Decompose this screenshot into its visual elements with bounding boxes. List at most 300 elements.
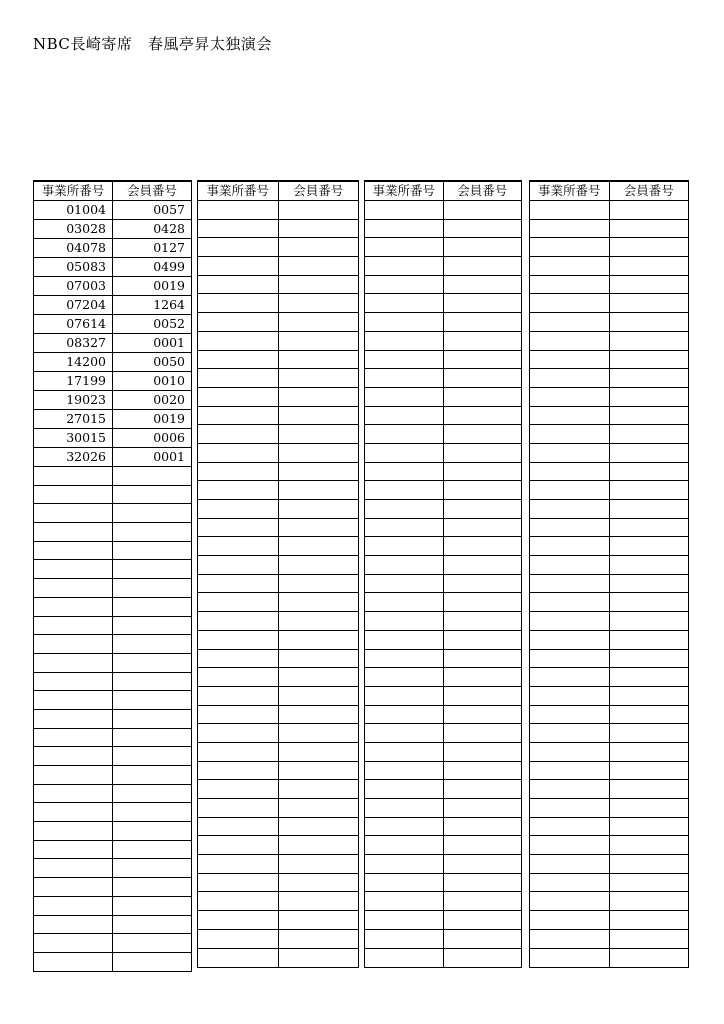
member-number-cell	[278, 425, 358, 444]
member-number-cell	[609, 630, 688, 649]
member-number-cell	[278, 275, 358, 294]
table-row	[198, 462, 358, 481]
member-number-cell	[609, 705, 688, 724]
table-row	[34, 878, 191, 897]
table-row	[530, 817, 688, 836]
table-row	[365, 705, 521, 724]
office-number-cell	[365, 462, 443, 481]
table-row	[34, 579, 191, 598]
office-number-cell	[365, 911, 443, 930]
office-number-cell	[530, 705, 609, 724]
office-number-cell	[34, 560, 113, 579]
office-number-cell	[365, 948, 443, 967]
table-row	[365, 537, 521, 556]
member-number-cell	[443, 481, 521, 500]
table-row	[34, 448, 191, 467]
member-number-cell	[609, 294, 688, 313]
member-table-block-2	[197, 180, 359, 968]
office-number-cell	[365, 425, 443, 444]
office-number-cell	[365, 817, 443, 836]
office-number-cell	[530, 574, 609, 593]
table-row	[198, 238, 358, 257]
office-number-cell	[530, 537, 609, 556]
member-number-cell	[113, 523, 192, 542]
member-number-cell	[443, 350, 521, 369]
member-table	[34, 181, 191, 971]
office-number-cell	[365, 855, 443, 874]
member-number-cell	[113, 934, 192, 953]
office-number-cell	[198, 929, 278, 948]
table-row	[530, 929, 688, 948]
office-number-cell	[365, 705, 443, 724]
table-row	[198, 855, 358, 874]
table-row	[365, 630, 521, 649]
member-number-cell	[609, 369, 688, 388]
table-row	[34, 952, 191, 971]
member-number-cell	[113, 766, 192, 785]
member-number-cell	[278, 331, 358, 350]
table-row	[34, 822, 191, 841]
table-row	[34, 201, 191, 220]
member-number-cell	[443, 929, 521, 948]
office-number-cell	[530, 630, 609, 649]
table-row	[34, 672, 191, 691]
table-row	[530, 201, 688, 220]
table-row	[198, 201, 358, 220]
table-row	[198, 630, 358, 649]
office-number-cell	[365, 481, 443, 500]
member-number-cell	[278, 911, 358, 930]
table-row	[198, 817, 358, 836]
member-number-cell	[113, 822, 192, 841]
member-number-cell	[609, 443, 688, 462]
office-number-cell	[365, 892, 443, 911]
table-row	[34, 896, 191, 915]
member-number-cell	[609, 556, 688, 575]
document-title: NBC長崎寄席 春風亭昇太独演会	[33, 35, 272, 53]
member-number-cell	[609, 257, 688, 276]
table-row	[365, 369, 521, 388]
member-number-cell: 0006	[113, 429, 192, 448]
table-row	[530, 331, 688, 350]
member-number-cell	[609, 668, 688, 687]
member-number-cell	[113, 784, 192, 803]
office-number-cell	[365, 387, 443, 406]
table-row	[34, 467, 191, 486]
table-row	[530, 443, 688, 462]
member-number-cell	[113, 504, 192, 523]
member-number-cell: 0499	[113, 258, 192, 277]
table-row	[34, 485, 191, 504]
table-row	[34, 541, 191, 560]
table-row	[34, 597, 191, 616]
table-row	[34, 709, 191, 728]
table-row	[34, 803, 191, 822]
member-number-cell	[609, 574, 688, 593]
table-row	[34, 766, 191, 785]
table-row	[198, 705, 358, 724]
member-number-cell	[278, 612, 358, 631]
member-number-cell	[609, 425, 688, 444]
table-row	[365, 836, 521, 855]
office-number-cell	[530, 742, 609, 761]
member-number-cell	[609, 761, 688, 780]
office-number-cell	[34, 766, 113, 785]
member-number-cell	[278, 630, 358, 649]
office-number-cell: 07003	[34, 277, 113, 296]
table-row	[365, 556, 521, 575]
member-number-header: 会員番号	[278, 182, 358, 201]
office-number-cell	[34, 803, 113, 822]
office-number-cell	[530, 724, 609, 743]
office-number-cell	[198, 855, 278, 874]
office-number-cell	[365, 761, 443, 780]
office-number-cell	[530, 387, 609, 406]
table-row	[198, 369, 358, 388]
table-row	[34, 635, 191, 654]
member-number-cell	[278, 257, 358, 276]
office-number-cell	[198, 705, 278, 724]
office-number-cell	[365, 593, 443, 612]
member-number-cell	[443, 742, 521, 761]
office-number-cell	[365, 257, 443, 276]
member-number-cell	[443, 817, 521, 836]
member-number-cell	[609, 406, 688, 425]
office-number-cell	[198, 630, 278, 649]
table-header-row	[365, 182, 521, 201]
member-number-cell	[443, 948, 521, 967]
member-number-cell	[113, 467, 192, 486]
office-number-cell	[530, 892, 609, 911]
table-row	[34, 747, 191, 766]
member-number-cell: 0052	[113, 315, 192, 334]
member-number-cell	[278, 780, 358, 799]
member-number-cell	[443, 668, 521, 687]
table-row	[198, 257, 358, 276]
table-row	[530, 873, 688, 892]
office-number-cell	[34, 467, 113, 486]
member-number-cell	[278, 537, 358, 556]
member-number-cell	[443, 443, 521, 462]
member-number-cell	[609, 873, 688, 892]
member-number-cell	[278, 668, 358, 687]
member-number-cell	[113, 878, 192, 897]
table-row	[34, 220, 191, 239]
table-row	[198, 313, 358, 332]
office-number-cell	[365, 724, 443, 743]
office-number-cell	[530, 369, 609, 388]
member-number-cell	[278, 873, 358, 892]
table-row	[365, 799, 521, 818]
table-row	[365, 257, 521, 276]
office-number-cell	[198, 294, 278, 313]
member-number-cell	[278, 799, 358, 818]
office-number-cell	[198, 799, 278, 818]
member-number-cell	[113, 728, 192, 747]
table-row	[365, 238, 521, 257]
member-number-cell	[609, 518, 688, 537]
table-row	[34, 523, 191, 542]
office-number-cell: 03028	[34, 220, 113, 239]
table-row	[198, 406, 358, 425]
office-number-cell	[530, 836, 609, 855]
office-number-cell	[34, 504, 113, 523]
table-row	[530, 649, 688, 668]
table-row	[34, 315, 191, 334]
office-number-cell	[198, 668, 278, 687]
office-number-cell	[198, 443, 278, 462]
table-row	[198, 668, 358, 687]
table-row	[198, 518, 358, 537]
table-row	[365, 219, 521, 238]
office-number-cell	[365, 219, 443, 238]
member-number-cell	[278, 500, 358, 519]
member-number-cell	[278, 518, 358, 537]
office-number-cell	[530, 855, 609, 874]
member-number-cell	[443, 201, 521, 220]
office-number-cell	[198, 387, 278, 406]
member-number-cell	[278, 929, 358, 948]
office-number-cell	[530, 780, 609, 799]
office-number-cell	[530, 219, 609, 238]
member-number-cell	[609, 799, 688, 818]
member-number-cell	[278, 219, 358, 238]
office-number-cell	[198, 892, 278, 911]
office-number-cell: 30015	[34, 429, 113, 448]
member-number-header: 会員番号	[443, 182, 521, 201]
office-number-cell: 08327	[34, 334, 113, 353]
table-row	[198, 331, 358, 350]
table-row	[530, 238, 688, 257]
office-number-cell	[198, 742, 278, 761]
table-header-row	[34, 182, 191, 201]
member-number-cell	[113, 896, 192, 915]
member-number-cell	[443, 649, 521, 668]
member-table-block-3	[364, 180, 522, 968]
member-number-cell	[278, 294, 358, 313]
office-number-cell	[34, 709, 113, 728]
office-number-cell: 05083	[34, 258, 113, 277]
office-number-cell	[530, 612, 609, 631]
table-row	[365, 929, 521, 948]
table-row	[530, 668, 688, 687]
member-number-cell	[443, 873, 521, 892]
office-number-cell	[198, 313, 278, 332]
office-number-cell: 27015	[34, 410, 113, 429]
office-number-cell: 07204	[34, 296, 113, 315]
office-number-cell	[365, 369, 443, 388]
table-row	[530, 518, 688, 537]
member-number-cell: 0010	[113, 372, 192, 391]
table-row	[365, 406, 521, 425]
member-number-cell	[443, 892, 521, 911]
table-row	[365, 668, 521, 687]
office-number-cell	[365, 201, 443, 220]
office-number-cell	[530, 649, 609, 668]
office-number-cell	[365, 574, 443, 593]
member-number-cell	[278, 855, 358, 874]
office-number-cell	[34, 691, 113, 710]
office-number-cell	[198, 257, 278, 276]
table-row	[530, 612, 688, 631]
office-number-cell	[530, 593, 609, 612]
member-number-cell	[278, 742, 358, 761]
table-row	[34, 784, 191, 803]
table-header-row	[198, 182, 358, 201]
member-number-cell	[278, 201, 358, 220]
member-number-cell: 0019	[113, 410, 192, 429]
office-number-cell	[34, 896, 113, 915]
office-number-cell	[34, 523, 113, 542]
member-number-cell	[443, 219, 521, 238]
member-table-block-4	[529, 180, 689, 968]
table-row	[198, 686, 358, 705]
member-number-cell: 1264	[113, 296, 192, 315]
member-number-cell	[443, 574, 521, 593]
office-number-cell	[34, 635, 113, 654]
table-row	[34, 353, 191, 372]
member-number-cell	[278, 350, 358, 369]
table-row	[530, 761, 688, 780]
table-row	[198, 294, 358, 313]
table-row	[34, 410, 191, 429]
table-row	[365, 612, 521, 631]
table-row	[198, 350, 358, 369]
member-table-block-1	[33, 180, 192, 972]
table-row	[365, 387, 521, 406]
member-number-cell	[443, 462, 521, 481]
table-row	[365, 201, 521, 220]
table-row	[530, 630, 688, 649]
office-number-cell	[34, 784, 113, 803]
office-number-cell	[34, 485, 113, 504]
table-row	[530, 556, 688, 575]
member-number-cell	[113, 560, 192, 579]
office-number-cell	[530, 686, 609, 705]
office-number-cell	[530, 948, 609, 967]
member-table	[365, 181, 521, 967]
member-number-cell	[609, 387, 688, 406]
table-row	[34, 691, 191, 710]
table-row	[365, 724, 521, 743]
member-number-cell	[609, 275, 688, 294]
table-row	[365, 742, 521, 761]
table-row	[198, 612, 358, 631]
office-number-cell	[365, 742, 443, 761]
table-row	[530, 537, 688, 556]
table-row	[34, 239, 191, 258]
member-number-cell	[113, 859, 192, 878]
office-number-cell	[530, 500, 609, 519]
member-number-cell	[443, 294, 521, 313]
table-row	[530, 686, 688, 705]
member-number-cell	[278, 761, 358, 780]
member-number-cell	[609, 724, 688, 743]
member-number-cell	[443, 705, 521, 724]
table-row	[198, 929, 358, 948]
member-number-cell	[609, 817, 688, 836]
table-row	[365, 443, 521, 462]
office-number-header: 事業所番号	[530, 182, 609, 201]
office-number-cell	[198, 219, 278, 238]
table-row	[198, 742, 358, 761]
office-number-cell	[530, 873, 609, 892]
member-number-cell	[609, 929, 688, 948]
member-number-cell	[113, 672, 192, 691]
table-row	[365, 761, 521, 780]
member-number-cell: 0001	[113, 448, 192, 467]
table-row	[198, 387, 358, 406]
member-number-cell	[443, 537, 521, 556]
member-number-cell	[278, 574, 358, 593]
office-number-header: 事業所番号	[365, 182, 443, 201]
table-row	[530, 705, 688, 724]
office-number-cell	[365, 537, 443, 556]
member-number-cell	[443, 780, 521, 799]
member-number-cell	[609, 686, 688, 705]
office-number-cell	[365, 929, 443, 948]
table-row	[530, 275, 688, 294]
office-number-cell	[365, 500, 443, 519]
table-row	[34, 334, 191, 353]
office-number-cell	[34, 616, 113, 635]
office-number-cell	[530, 929, 609, 948]
member-number-cell: 0057	[113, 201, 192, 220]
member-number-cell	[609, 462, 688, 481]
office-number-cell	[365, 350, 443, 369]
member-number-cell	[278, 686, 358, 705]
office-number-cell	[530, 668, 609, 687]
table-row	[34, 653, 191, 672]
office-number-cell	[34, 934, 113, 953]
office-number-cell	[198, 201, 278, 220]
table-row	[365, 275, 521, 294]
member-number-cell	[278, 724, 358, 743]
table-row	[365, 574, 521, 593]
office-number-cell	[198, 238, 278, 257]
table-row	[365, 425, 521, 444]
table-row	[34, 504, 191, 523]
office-number-cell: 14200	[34, 353, 113, 372]
table-row	[198, 574, 358, 593]
table-row	[34, 915, 191, 934]
table-row	[34, 560, 191, 579]
member-number-cell	[278, 443, 358, 462]
member-number-cell	[609, 313, 688, 332]
table-row	[530, 425, 688, 444]
office-number-cell	[365, 556, 443, 575]
table-row	[198, 649, 358, 668]
member-number-cell	[113, 653, 192, 672]
table-row	[198, 537, 358, 556]
member-number-cell	[113, 952, 192, 971]
office-number-cell	[198, 873, 278, 892]
member-number-cell	[113, 747, 192, 766]
table-row	[198, 481, 358, 500]
member-number-cell	[609, 500, 688, 519]
office-number-cell	[198, 724, 278, 743]
table-row	[365, 462, 521, 481]
member-number-cell	[113, 691, 192, 710]
office-number-cell	[198, 537, 278, 556]
office-number-cell	[198, 911, 278, 930]
office-number-cell	[365, 780, 443, 799]
office-number-cell	[198, 686, 278, 705]
office-number-cell	[530, 443, 609, 462]
table-row	[530, 481, 688, 500]
member-number-cell	[443, 630, 521, 649]
office-number-cell	[198, 649, 278, 668]
